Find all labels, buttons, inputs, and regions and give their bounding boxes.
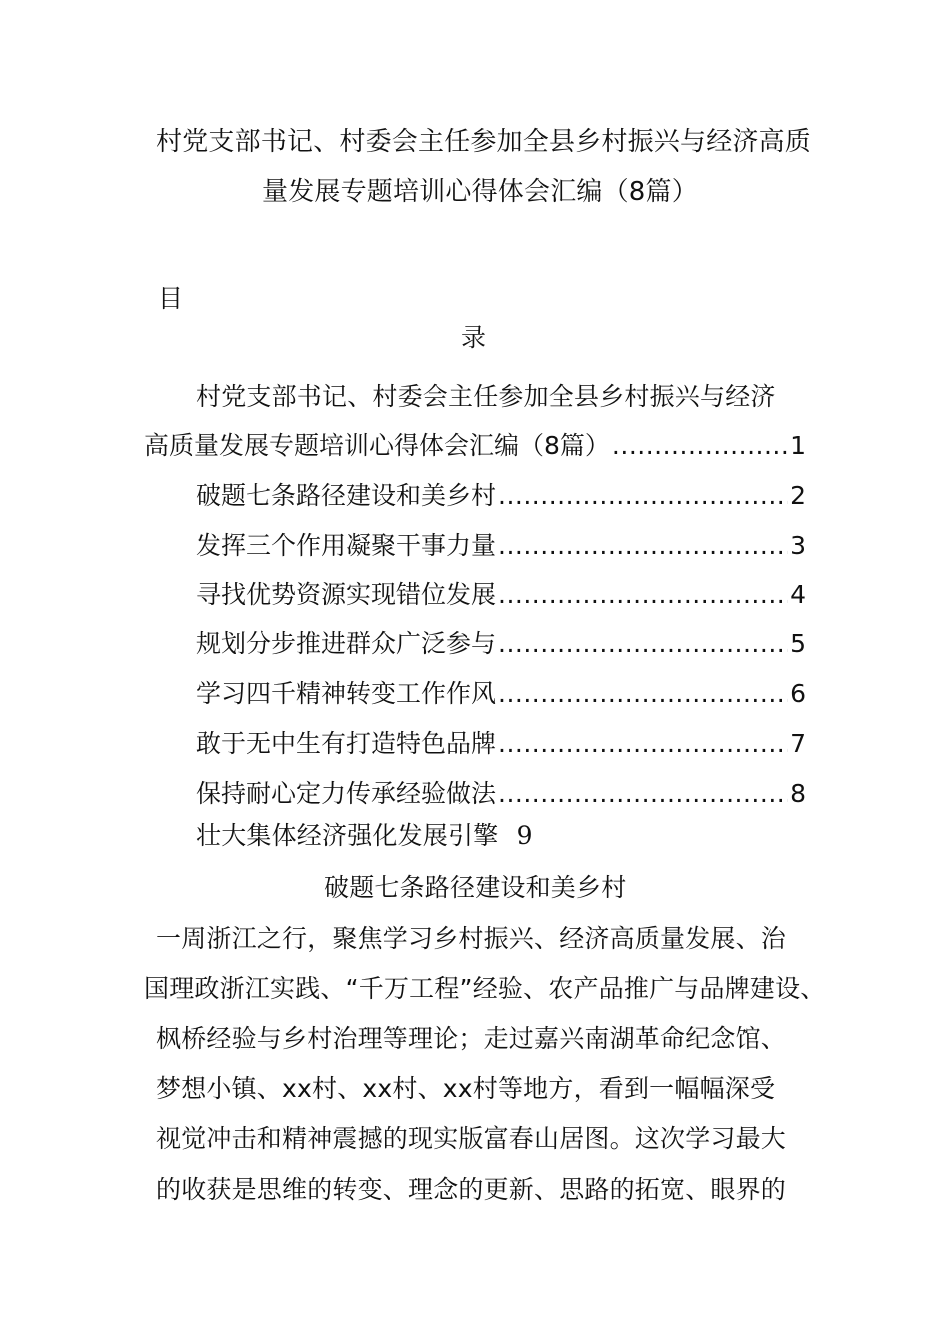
toc-entry-1-title: 高质量发展专题培训心得体会汇编（8篇） bbox=[144, 431, 610, 460]
toc-entry bbox=[196, 528, 806, 564]
toc-entry bbox=[196, 776, 806, 812]
body-line: 枫桥经验与乡村治理等理论；走过嘉兴南湖革命纪念馆、 bbox=[156, 1024, 787, 1053]
toc-entry-1-line-1: 村党支部书记、村委会主任参加全县乡村振兴与经济 bbox=[196, 382, 776, 411]
toc-entry-page: 9 bbox=[516, 821, 533, 850]
toc-dot-leader bbox=[498, 528, 788, 564]
body-line: 梦想小镇、xx村、xx村、xx村等地方，看到一幅幅深受 bbox=[156, 1074, 776, 1103]
toc-entry-title: 发挥三个作用凝聚干事力量 bbox=[196, 531, 497, 560]
toc-entry bbox=[196, 626, 806, 662]
toc-entry bbox=[196, 577, 806, 613]
toc-entry-title: 壮大集体经济强化发展引擎 bbox=[196, 821, 499, 850]
toc-heading-part-1: 目 bbox=[158, 284, 184, 313]
toc-dot-leader bbox=[498, 577, 788, 613]
toc-entry-title: 寻找优势资源实现错位发展 bbox=[196, 580, 497, 609]
toc-heading-part-2: 录 bbox=[461, 323, 487, 352]
toc-entry-title: 保持耐心定力传承经验做法 bbox=[196, 779, 497, 808]
body-line: 视觉冲击和精神震撼的现实版富春山居图。这次学习最大 bbox=[156, 1124, 787, 1153]
toc-entry-page: 6 bbox=[790, 679, 806, 708]
toc-entry-page: 4 bbox=[790, 580, 806, 609]
toc-entry-page: 2 bbox=[790, 481, 806, 510]
toc-dot-leader bbox=[498, 676, 788, 712]
toc-entry-last bbox=[196, 818, 533, 854]
toc-entry bbox=[196, 478, 806, 514]
toc-entry-page: 3 bbox=[790, 531, 806, 560]
body-line: 国理政浙江实践、“千万工程”经验、农产品推广与品牌建设、 bbox=[144, 974, 826, 1003]
section-title: 破题七条路径建设和美乡村 bbox=[324, 873, 627, 902]
document-title-line-1: 村党支部书记、村委会主任参加全县乡村振兴与经济高质 bbox=[156, 127, 812, 157]
toc-dot-leader bbox=[612, 428, 788, 464]
body-line: 一周浙江之行，聚焦学习乡村振兴、经济高质量发展、治 bbox=[156, 924, 787, 953]
toc-entry-1-line-2 bbox=[144, 428, 806, 464]
body-line: 的收获是思维的转变、理念的更新、思路的拓宽、眼界的 bbox=[156, 1175, 787, 1204]
toc-entry bbox=[196, 676, 806, 712]
toc-entry-title: 敢于无中生有打造特色品牌 bbox=[196, 729, 497, 758]
toc-dot-leader bbox=[498, 726, 788, 762]
toc-dot-leader bbox=[498, 478, 788, 514]
toc-entry-page: 8 bbox=[790, 779, 806, 808]
toc-entry bbox=[196, 726, 806, 762]
toc-dot-leader bbox=[498, 626, 788, 662]
toc-entry-title: 学习四千精神转变工作作风 bbox=[196, 679, 497, 708]
toc-entry-title: 规划分步推进群众广泛参与 bbox=[196, 629, 497, 658]
toc-entry-title: 破题七条路径建设和美乡村 bbox=[196, 481, 497, 510]
toc-dot-leader bbox=[498, 776, 788, 812]
document-title-line-2: 量发展专题培训心得体会汇编（8篇） bbox=[262, 177, 698, 207]
toc-entry-page: 5 bbox=[790, 629, 806, 658]
toc-entry-1-page: 1 bbox=[790, 431, 806, 460]
toc-entry-page: 7 bbox=[790, 729, 806, 758]
